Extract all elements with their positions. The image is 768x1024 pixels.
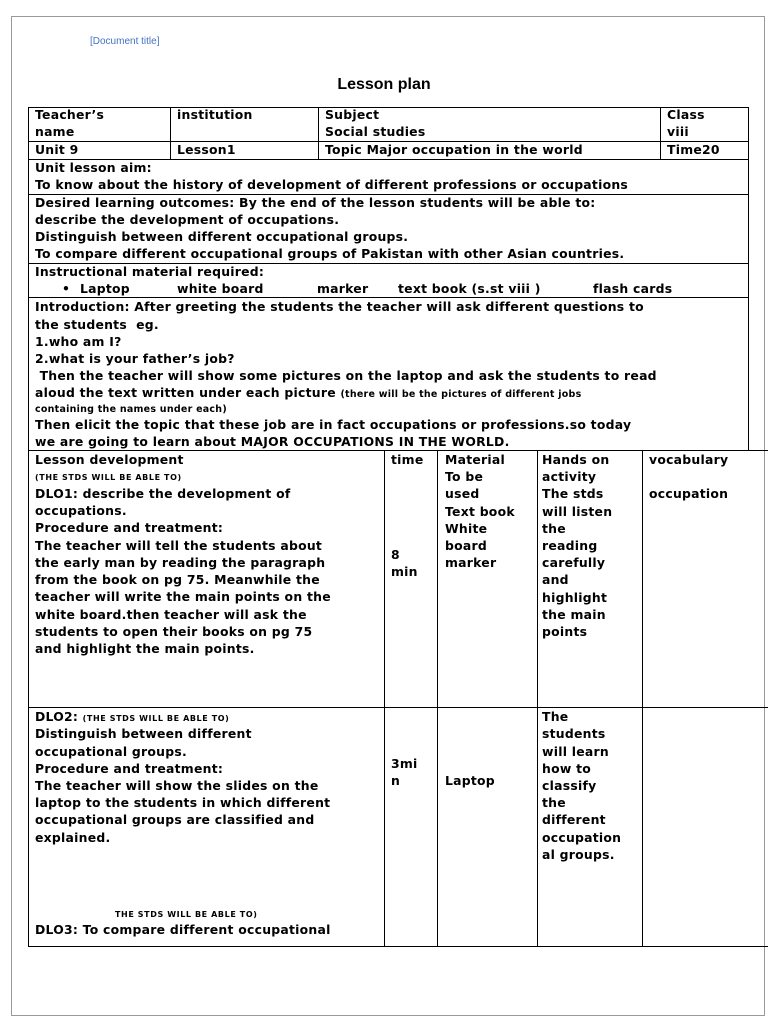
dlo2-line: explained. bbox=[35, 830, 111, 845]
material-item: text book (s.st viii ) bbox=[398, 281, 541, 296]
dlo2-line: Distinguish between different bbox=[35, 726, 252, 741]
dlo2-activity: the bbox=[542, 795, 566, 810]
activity-header: activity bbox=[542, 469, 597, 484]
vocabulary-header: vocabulary bbox=[649, 452, 729, 467]
intro-note: containing the names under each) bbox=[35, 404, 227, 415]
dlo2-activity: al groups. bbox=[542, 847, 615, 862]
dev-col-divider-3 bbox=[537, 450, 538, 947]
dlo1-line: from the book on pg 75. Meanwhile the bbox=[35, 572, 320, 587]
lesson-development-label: Lesson development bbox=[35, 452, 184, 467]
intro-line: Then elicit the topic that these job are in fact occupations or professions.so today bbox=[35, 417, 632, 432]
institution-label: institution bbox=[177, 107, 253, 122]
dlo2-activity: students bbox=[542, 726, 606, 741]
dlo1-line: DLO1: describe the development of bbox=[35, 486, 291, 501]
dlo1-line: The teacher will tell the students about bbox=[35, 538, 323, 553]
dlo2-activity: classify bbox=[542, 778, 597, 793]
activity-header: Hands on bbox=[542, 452, 610, 467]
dlo2-activity: how to bbox=[542, 761, 592, 776]
dlo2-activity: different bbox=[542, 812, 606, 827]
intro-line: 1.who am I? bbox=[35, 334, 122, 349]
outcomes-line: Distinguish between different occupational groups. bbox=[35, 229, 409, 244]
col-divider-1 bbox=[170, 107, 171, 160]
dlo1-activity: The stds bbox=[542, 486, 604, 501]
material-item: marker bbox=[317, 281, 369, 296]
aim-label: Unit lesson aim: bbox=[35, 160, 152, 175]
dlo2-activity: will learn bbox=[542, 744, 609, 759]
material-item: Laptop bbox=[80, 281, 130, 296]
document-title-placeholder[interactable]: [Document title] bbox=[90, 36, 160, 47]
able-to-note: THE STDS WILL BE ABLE TO) bbox=[115, 910, 258, 919]
dlo2-activity: The bbox=[542, 709, 569, 724]
dlo1-line: students to open their books on pg 75 bbox=[35, 624, 313, 639]
dlo2-title: DLO2: bbox=[35, 709, 83, 724]
dlo2-line: occupational groups are classified and bbox=[35, 812, 315, 827]
teacher-name-label-1: Teacher’s bbox=[35, 107, 105, 122]
dev-col-divider-1 bbox=[384, 450, 385, 947]
time-header: time bbox=[391, 452, 424, 467]
dlo1-activity: the main bbox=[542, 607, 606, 622]
unit-cell: Unit 9 bbox=[35, 142, 79, 157]
lesson-cell: Lesson1 bbox=[177, 142, 236, 157]
dlo2-activity: occupation bbox=[542, 830, 622, 845]
page-title: Lesson plan bbox=[337, 76, 431, 93]
dlo3-line: DLO3: To compare different occupational bbox=[35, 922, 331, 937]
able-to-note: (THE STDS WILL BE ABLE TO) bbox=[82, 714, 230, 723]
dlo1-activity: and bbox=[542, 572, 569, 587]
dlo1-time: 8 bbox=[391, 547, 400, 562]
dlo1-line: and highlight the main points. bbox=[35, 641, 255, 656]
dlo2-line: Procedure and treatment: bbox=[35, 761, 224, 776]
dlo1-activity: points bbox=[542, 624, 588, 639]
class-value: viii bbox=[667, 124, 689, 139]
dev-col-divider-4 bbox=[642, 450, 643, 947]
intro-line: 2.what is your father’s job? bbox=[35, 351, 235, 366]
subject-label: Subject bbox=[325, 107, 380, 122]
dev-col-divider-2 bbox=[437, 450, 438, 947]
able-to-note: (THE STDS WILL BE ABLE TO) bbox=[35, 473, 182, 482]
dlo1-vocabulary: occupation bbox=[649, 486, 729, 501]
aim-text: To know about the history of development of different professions or occupations bbox=[35, 177, 629, 192]
outcomes-line: To compare different occupational groups of Pakistan with other Asian countries. bbox=[35, 246, 625, 261]
dlo2-time: 3mi bbox=[391, 756, 418, 771]
intro-line: the students eg. bbox=[35, 317, 159, 332]
intro-line: Then the teacher will show some pictures on the laptop and ask the students to read bbox=[35, 368, 657, 383]
dlo1-activity: will listen bbox=[542, 504, 613, 519]
dlo2-time: n bbox=[391, 773, 401, 788]
material-item: flash cards bbox=[593, 281, 673, 296]
outcomes-line: Desired learning outcomes: By the end of the lesson students will be able to: bbox=[35, 195, 596, 210]
material-header: Material bbox=[445, 452, 505, 467]
col-divider-3 bbox=[660, 107, 661, 160]
dlo1-activity: reading bbox=[542, 538, 598, 553]
time-cell: Time20 bbox=[667, 142, 720, 157]
dlo1-material: Text book bbox=[445, 504, 515, 519]
intro-line: we are going to learn about MAJOR OCCUPATIONS IN THE WORLD. bbox=[35, 434, 510, 449]
class-label: Class bbox=[667, 107, 705, 122]
dlo1-activity: carefully bbox=[542, 555, 606, 570]
col-divider-2 bbox=[318, 107, 319, 160]
subject-value: Social studies bbox=[325, 124, 426, 139]
outcomes-line: describe the development of occupations. bbox=[35, 212, 340, 227]
dlo2-line: laptop to the students in which different bbox=[35, 795, 331, 810]
dlo1-line: Procedure and treatment: bbox=[35, 520, 224, 535]
dlo1-material: marker bbox=[445, 555, 497, 570]
dlo2-line: The teacher will show the slides on the bbox=[35, 778, 319, 793]
material-header: To be bbox=[445, 469, 484, 484]
material-item: white board bbox=[177, 281, 264, 296]
dlo1-line: the early man by reading the paragraph bbox=[35, 555, 326, 570]
dlo1-material: board bbox=[445, 538, 487, 553]
dlo2-material: Laptop bbox=[445, 773, 495, 788]
intro-line-text: aloud the text written under each picture bbox=[35, 385, 341, 400]
teacher-name-label-2: name bbox=[35, 124, 75, 139]
intro-note: (there will be the pictures of different jobs bbox=[340, 389, 582, 400]
dlo1-activity: highlight bbox=[542, 590, 608, 605]
dlo1-line: white board.then teacher will ask the bbox=[35, 607, 307, 622]
material-header: used bbox=[445, 486, 480, 501]
dlo1-time: min bbox=[391, 564, 418, 579]
dlo1-line: occupations. bbox=[35, 503, 127, 518]
dlo1-line: teacher will write the main points on the bbox=[35, 589, 331, 604]
materials-label: Instructional material required: bbox=[35, 264, 265, 279]
bullet-icon: • bbox=[62, 281, 71, 296]
dlo2-line: occupational groups. bbox=[35, 744, 187, 759]
dlo1-activity: the bbox=[542, 521, 566, 536]
topic-cell: Topic Major occupation in the world bbox=[325, 142, 583, 157]
intro-line: Introduction: After greeting the students the teacher will ask different questions to bbox=[35, 299, 644, 314]
dlo1-material: White bbox=[445, 521, 488, 536]
